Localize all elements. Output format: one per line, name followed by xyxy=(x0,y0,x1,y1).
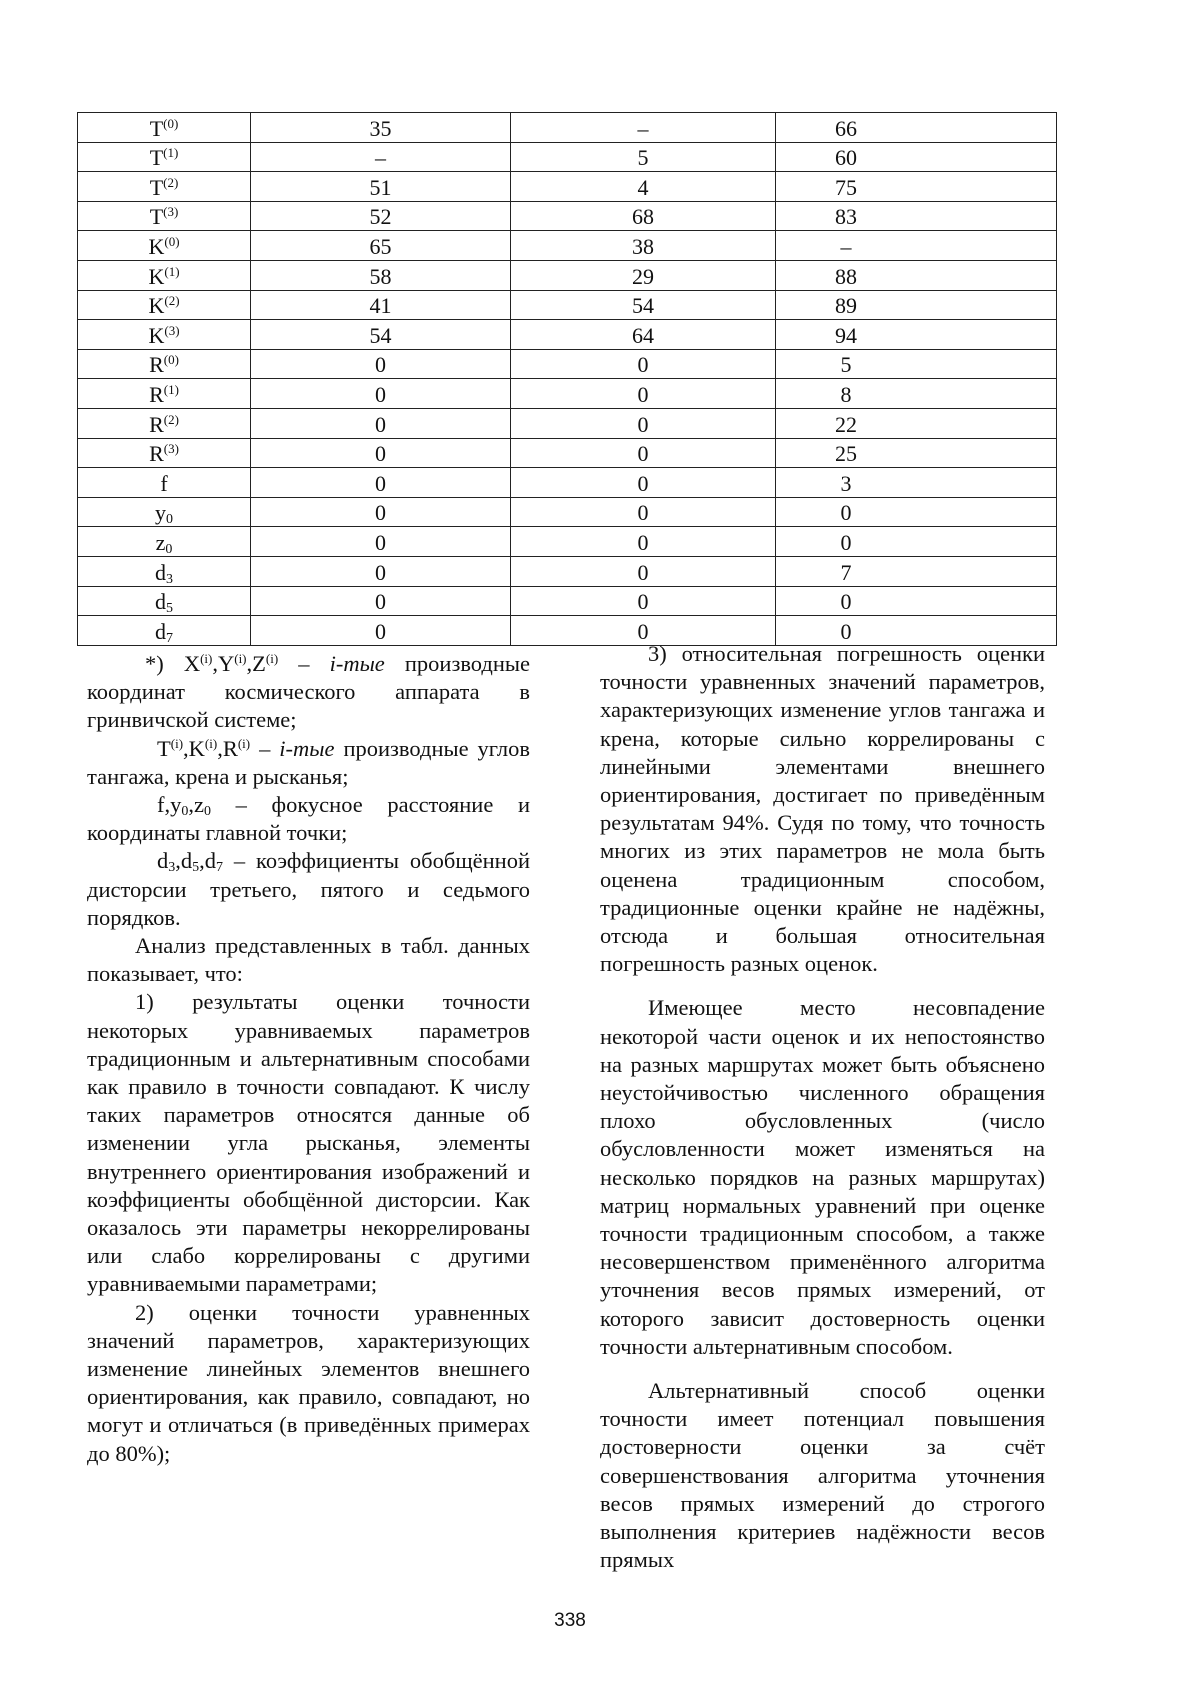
cell-value: 0 xyxy=(840,529,852,555)
sup-i: (i) xyxy=(200,651,213,666)
sup-i: (i) xyxy=(234,651,247,666)
cell-value: 25 xyxy=(835,441,857,467)
italic-i-tye: i-тые xyxy=(329,651,385,676)
value-cell-1 xyxy=(251,527,511,557)
italic-i-tye: i-тые xyxy=(279,735,335,761)
param-subscript: 7 xyxy=(166,630,173,646)
symbol-y0: y xyxy=(170,792,182,818)
table-row xyxy=(78,438,1057,468)
dash: – xyxy=(250,735,280,761)
value-cell-2 xyxy=(511,260,776,290)
comma: , xyxy=(246,651,253,676)
value-cell-2 xyxy=(511,231,776,261)
cell-value: 0 xyxy=(375,618,386,644)
footnote-marker: *) xyxy=(145,651,184,676)
value-cell-3 xyxy=(776,468,1057,498)
table-row xyxy=(78,231,1057,261)
param-symbol: T xyxy=(149,115,164,141)
cell-value: 75 xyxy=(835,174,857,200)
cell-value: 88 xyxy=(835,263,857,289)
value-cell-3 xyxy=(776,438,1057,468)
footnote-text: – фокусное расстояние и координаты главной точки; xyxy=(87,792,530,846)
param-superscript: (0) xyxy=(164,233,180,249)
symbol-t: T xyxy=(157,735,171,761)
value-cell-3 xyxy=(776,260,1057,290)
cell-value: 7 xyxy=(840,559,852,585)
value-cell-1 xyxy=(251,320,511,350)
sub-3: 3 xyxy=(168,860,176,876)
table-row xyxy=(78,142,1057,172)
param-superscript: (3) xyxy=(164,322,180,338)
param-symbol: T xyxy=(149,145,164,171)
value-cell-2 xyxy=(511,438,776,468)
cell-value: 0 xyxy=(375,559,386,585)
table-body xyxy=(78,113,1057,646)
table-row xyxy=(78,379,1057,409)
symbol-r: R xyxy=(222,735,238,761)
value-cell-3 xyxy=(776,290,1057,320)
value-cell-1 xyxy=(251,438,511,468)
value-cell-3 xyxy=(776,172,1057,202)
value-cell-1 xyxy=(251,556,511,586)
value-cell-1 xyxy=(251,408,511,438)
param-label-cell xyxy=(78,320,251,350)
table-row xyxy=(78,497,1057,527)
param-symbol: R xyxy=(149,441,164,467)
sub-7: 7 xyxy=(216,860,223,876)
comma: , xyxy=(217,735,223,761)
footnote-focal xyxy=(87,791,530,847)
value-cell-3 xyxy=(776,586,1057,616)
value-cell-3 xyxy=(776,497,1057,527)
value-cell-1 xyxy=(251,142,511,172)
param-label-cell xyxy=(78,290,251,320)
cell-value: – xyxy=(637,115,649,141)
cell-value: 4 xyxy=(637,174,649,200)
param-label-cell xyxy=(78,616,251,646)
sub-0: 0 xyxy=(181,804,189,820)
cell-value: 66 xyxy=(835,115,857,141)
sub-5: 5 xyxy=(192,860,200,876)
param-symbol: d xyxy=(155,589,166,615)
list-item-3: 3) относительная погрешность оценки точности уравненных значений параметров, характеризующих изменение углов тангажа и крена, которые сильно коррелированы с линейными элементами внешнего ориентирования, достигает по приведённым результатам 94%. Судя по тому, что точность многих из этих параметров не мола быть оценена традиционным способом, традиционные оценки крайне не надёжны, отсюда и большая относительная погрешность разных оценок. xyxy=(600,641,1045,977)
param-subscript: 0 xyxy=(166,512,173,528)
cell-value: 58 xyxy=(369,263,392,289)
param-superscript: (1) xyxy=(163,145,179,161)
value-cell-3 xyxy=(776,142,1057,172)
param-symbol: R xyxy=(149,381,164,407)
table-row xyxy=(78,260,1057,290)
symbol-k: K xyxy=(188,735,205,761)
cell-value: 0 xyxy=(375,529,386,555)
value-cell-1 xyxy=(251,201,511,231)
symbol-z: Z xyxy=(252,651,266,676)
comma: , xyxy=(164,792,171,818)
param-subscript: 3 xyxy=(166,571,173,587)
value-cell-3 xyxy=(776,231,1057,261)
cell-value: 8 xyxy=(840,381,852,407)
value-cell-1 xyxy=(251,616,511,646)
cell-value: 65 xyxy=(369,233,392,259)
cell-value: – xyxy=(375,145,386,171)
value-cell-3 xyxy=(776,113,1057,143)
footnote-text: производные углов тангажа, крена и рысканья; xyxy=(87,735,530,789)
symbol-d3: d xyxy=(157,848,169,874)
value-cell-2 xyxy=(511,408,776,438)
param-label-cell xyxy=(78,586,251,616)
cell-value: 52 xyxy=(369,204,392,230)
param-superscript: (2) xyxy=(163,411,179,427)
param-superscript: (3) xyxy=(163,204,179,220)
param-superscript: (2) xyxy=(163,174,179,190)
value-cell-2 xyxy=(511,586,776,616)
param-symbol: y xyxy=(155,500,166,526)
value-cell-2 xyxy=(511,379,776,409)
param-symbol: R xyxy=(149,352,164,378)
param-symbol: K xyxy=(148,263,165,289)
sup-i: (i) xyxy=(170,735,184,751)
value-cell-2 xyxy=(511,172,776,202)
cell-value: 0 xyxy=(637,411,649,437)
cell-value: 0 xyxy=(637,500,649,526)
symbol-f: f xyxy=(157,792,165,818)
cell-value: 64 xyxy=(632,322,654,348)
cell-value: 0 xyxy=(637,589,649,615)
cell-value: 54 xyxy=(632,293,654,319)
value-cell-1 xyxy=(251,260,511,290)
footnote-text: производные координат космического аппарата в гринвичской системе; xyxy=(87,651,531,733)
comma: , xyxy=(188,792,194,818)
value-cell-1 xyxy=(251,468,511,498)
param-symbol: K xyxy=(148,233,165,259)
param-symbol: d xyxy=(155,559,166,585)
value-cell-2 xyxy=(511,349,776,379)
param-label-cell xyxy=(78,231,251,261)
value-cell-2 xyxy=(511,527,776,557)
page-number: 338 xyxy=(554,1610,586,1631)
value-cell-2 xyxy=(511,113,776,143)
param-label-cell xyxy=(78,260,251,290)
value-cell-1 xyxy=(251,497,511,527)
cell-value: 83 xyxy=(835,204,857,230)
dash: – xyxy=(278,651,330,676)
footnote-coordinates xyxy=(87,650,530,735)
sub-0: 0 xyxy=(204,804,211,820)
param-label-cell xyxy=(78,497,251,527)
paragraph-2: Имеющее место несовпадение некоторой части оценок и их непостоянство на разных маршрутах может быть объяснено неустойчивостью численного обращения плохо обусловленных (число обусловленности может изменяться на несколько порядков на разных маршрутах) матриц нормальных уравнений при оценке точности традиционным способом, а также несовершенством применённого алгоритма уточнения весов прямых измерений, от которого зависит достоверность оценки точности альтернативным способом. xyxy=(600,995,1045,1359)
param-label-cell xyxy=(78,379,251,409)
cell-value: 22 xyxy=(835,411,857,437)
param-subscript: 0 xyxy=(165,541,173,557)
param-superscript: (1) xyxy=(164,263,180,279)
comma: , xyxy=(212,651,218,676)
cell-value: 0 xyxy=(840,618,852,644)
table-row xyxy=(78,172,1057,202)
cell-value: 0 xyxy=(637,559,649,585)
cell-value: 29 xyxy=(632,263,654,289)
cell-value: 0 xyxy=(637,441,649,467)
param-superscript: (0) xyxy=(163,115,179,131)
cell-value: – xyxy=(840,233,852,259)
sup-i: (i) xyxy=(265,651,279,666)
symbol-z0: z xyxy=(194,792,204,818)
value-cell-3 xyxy=(776,527,1057,557)
sup-i: (i) xyxy=(237,735,251,751)
cell-value: 0 xyxy=(375,411,386,437)
param-superscript: (2) xyxy=(164,293,180,309)
table-row xyxy=(78,586,1057,616)
cell-value: 0 xyxy=(637,381,649,407)
value-cell-1 xyxy=(251,172,511,202)
value-cell-1 xyxy=(251,113,511,143)
cell-value: 0 xyxy=(375,381,386,407)
value-cell-3 xyxy=(776,408,1057,438)
param-symbol: f xyxy=(160,470,168,496)
cell-value: 0 xyxy=(375,589,386,615)
cell-value: 38 xyxy=(632,233,654,259)
table-row xyxy=(78,113,1057,143)
cell-value: 0 xyxy=(375,500,386,526)
param-symbol: T xyxy=(149,174,164,200)
cell-value: 0 xyxy=(375,352,386,378)
table-row xyxy=(78,201,1057,231)
symbol-x: X xyxy=(183,651,201,676)
param-label-cell xyxy=(78,527,251,557)
value-cell-1 xyxy=(251,231,511,261)
cell-value: 94 xyxy=(835,322,857,348)
comma: , xyxy=(183,735,189,761)
value-cell-1 xyxy=(251,379,511,409)
paragraph-3: Альтернативный способ оценки точности имеет потенциал повышения достоверности оценки за счёт совершенствования алгоритма уточнения весов прямых измерений до строгого выполнения критериев надёжности весов прямых xyxy=(600,1378,1045,1573)
param-label-cell xyxy=(78,556,251,586)
cell-value: 68 xyxy=(632,204,654,230)
param-label-cell xyxy=(78,438,251,468)
parameters-table xyxy=(77,112,1057,646)
cell-value: 60 xyxy=(835,145,857,171)
list-item-2: 2) оценки точности уравненных значений параметров, характеризующих изменение линейных элементов внешнего ориентирования, как правило, совпадают, но могут и отличаться (в приведённых примерах до 80%); xyxy=(87,1299,530,1466)
footnote-text: – коэффициенты обобщённой дисторсии третьего, пятого и седьмого порядков. xyxy=(87,848,530,930)
cell-value: 5 xyxy=(637,145,649,171)
left-column xyxy=(87,650,530,1468)
param-label-cell xyxy=(78,201,251,231)
value-cell-3 xyxy=(776,379,1057,409)
cell-value: 35 xyxy=(369,115,392,141)
cell-value: 3 xyxy=(840,470,852,496)
comma: , xyxy=(199,848,205,874)
table-row xyxy=(78,290,1057,320)
analysis-intro: Анализ представленных в табл. данных показывает, что: xyxy=(87,933,530,987)
table-row xyxy=(78,468,1057,498)
table-row xyxy=(78,349,1057,379)
value-cell-2 xyxy=(511,290,776,320)
value-cell-2 xyxy=(511,142,776,172)
value-cell-2 xyxy=(511,201,776,231)
param-label-cell xyxy=(78,349,251,379)
value-cell-1 xyxy=(251,586,511,616)
table-row xyxy=(78,527,1057,557)
param-symbol: T xyxy=(149,204,164,230)
cell-value: 0 xyxy=(637,529,649,555)
list-item-1: 1) результаты оценки точности некоторых уравниваемых параметров традиционным и альтернативным способами как правило в точности совпадают. К числу таких параметров относятся данные об изменении угла рысканья, элементы внутреннего ориентирования изображений и коэффициенты обобщённой дисторсии. Как оказалось эти параметры некоррелированы или слабо коррелированы с другими уравниваемыми параметрами; xyxy=(87,989,530,1297)
value-cell-3 xyxy=(776,349,1057,379)
cell-value: 0 xyxy=(375,470,386,496)
footnote-distortion xyxy=(87,847,530,932)
param-label-cell xyxy=(78,468,251,498)
symbol-d5: d xyxy=(180,848,193,874)
value-cell-3 xyxy=(776,556,1057,586)
footnote-angles xyxy=(87,735,530,791)
param-subscript: 5 xyxy=(166,601,173,617)
table-row xyxy=(78,556,1057,586)
cell-value: 51 xyxy=(369,174,392,200)
cell-value: 0 xyxy=(637,618,649,644)
param-superscript: (1) xyxy=(163,381,179,397)
cell-value: 0 xyxy=(375,441,386,467)
cell-value: 0 xyxy=(840,500,852,526)
cell-value: 5 xyxy=(840,352,852,378)
symbol-y: Y xyxy=(217,651,235,676)
param-symbol: R xyxy=(149,411,164,437)
param-label-cell xyxy=(78,172,251,202)
value-cell-3 xyxy=(776,320,1057,350)
param-superscript: (0) xyxy=(163,352,179,368)
cell-value: 0 xyxy=(637,470,649,496)
value-cell-3 xyxy=(776,201,1057,231)
table-row xyxy=(78,320,1057,350)
symbol-d7: d xyxy=(204,848,216,874)
value-cell-2 xyxy=(511,497,776,527)
comma: , xyxy=(175,848,181,874)
table-row xyxy=(78,408,1057,438)
cell-value: 54 xyxy=(369,322,392,348)
param-superscript: (3) xyxy=(163,441,179,457)
param-symbol: d xyxy=(155,618,166,644)
value-cell-2 xyxy=(511,556,776,586)
param-label-cell xyxy=(78,408,251,438)
value-cell-2 xyxy=(511,468,776,498)
value-cell-1 xyxy=(251,290,511,320)
param-symbol: z xyxy=(155,529,166,555)
param-label-cell xyxy=(78,113,251,143)
right-column xyxy=(600,641,1045,1575)
sup-i: (i) xyxy=(204,735,218,751)
param-symbol: K xyxy=(148,322,165,348)
cell-value: 0 xyxy=(840,589,852,615)
value-cell-2 xyxy=(511,320,776,350)
cell-value: 0 xyxy=(637,352,649,378)
param-symbol: K xyxy=(148,293,165,319)
cell-value: 89 xyxy=(835,293,857,319)
cell-value: 41 xyxy=(369,293,392,319)
param-label-cell xyxy=(78,142,251,172)
value-cell-1 xyxy=(251,349,511,379)
